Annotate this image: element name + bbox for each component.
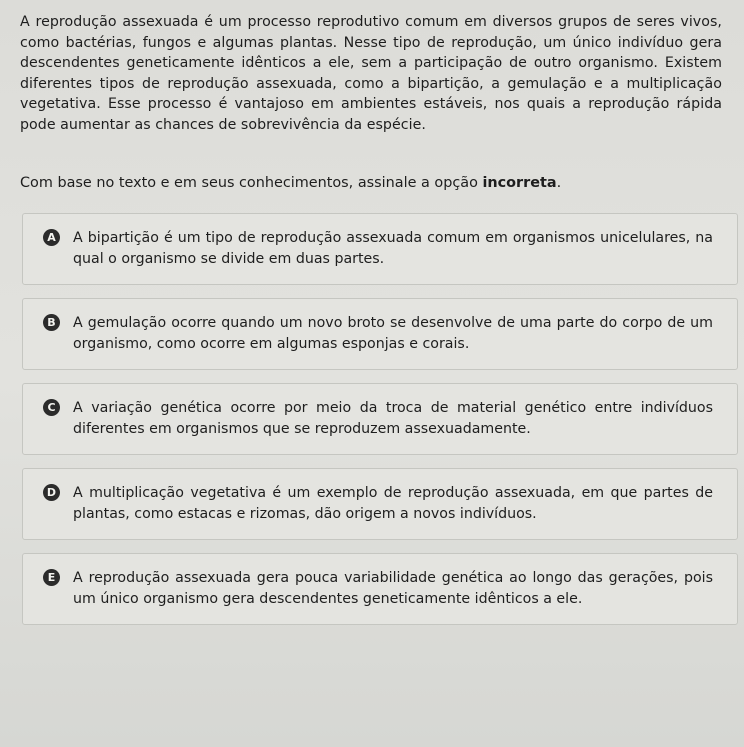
- option-text: A bipartição é um tipo de reprodução assexuada comum em organismos unicelulares, na qual o organismo se divide em duas partes.: [73, 229, 713, 267]
- option-text: A multiplicação vegetativa é um exemplo de reprodução assexuada, em que partes de plantas, como estacas e rizomas, dão origem a novos indivíduos.: [73, 484, 713, 522]
- option-letter-badge: A: [43, 229, 60, 246]
- option-e[interactable]: [22, 553, 738, 625]
- question-suffix: .: [556, 174, 562, 191]
- intro-text: A reprodução assexuada é um processo reprodutivo comum em diversos grupos de seres vivos, como bactérias, fungos e algumas plantas. Nesse tipo de reprodução, um único indivíduo gera descendentes geneticamente idênticos a ele, sem a participação de outro organismo. Existem diferentes tipos de reprodução assexuada, como a bipartição, a gemulação e a multiplicação vegetativa. Esse processo é vantajoso em ambientes estáveis, nos quais a reprodução rápida pode aumentar as chances de sobrevivência da espécie.: [20, 14, 722, 133]
- option-text: A reprodução assexuada gera pouca variabilidade genética ao longo das gerações, pois um único organismo gera descendentes geneticamente idênticos a ele.: [73, 569, 713, 607]
- option-a[interactable]: [22, 213, 738, 285]
- option-c[interactable]: [22, 383, 738, 455]
- option-text: A variação genética ocorre por meio da troca de material genético entre indivíduos diferentes em organismos que se reproduzem assexuadamente.: [73, 399, 713, 437]
- option-d[interactable]: [22, 468, 738, 540]
- question-emphasis: incorreta: [482, 174, 557, 191]
- answer-options: [20, 213, 722, 625]
- option-b[interactable]: [22, 298, 738, 370]
- option-letter-badge: B: [43, 314, 60, 331]
- option-letter-badge: C: [43, 399, 60, 416]
- question-prompt: [20, 173, 722, 193]
- question-prefix: Com base no texto e em seus conhecimentos, assinale a opção: [20, 174, 483, 191]
- option-letter-badge: D: [43, 484, 60, 501]
- option-text: A gemulação ocorre quando um novo broto se desenvolve de uma parte do corpo de um organismo, como ocorre em algumas esponjas e corais.: [73, 314, 713, 352]
- option-letter-badge: E: [43, 569, 60, 586]
